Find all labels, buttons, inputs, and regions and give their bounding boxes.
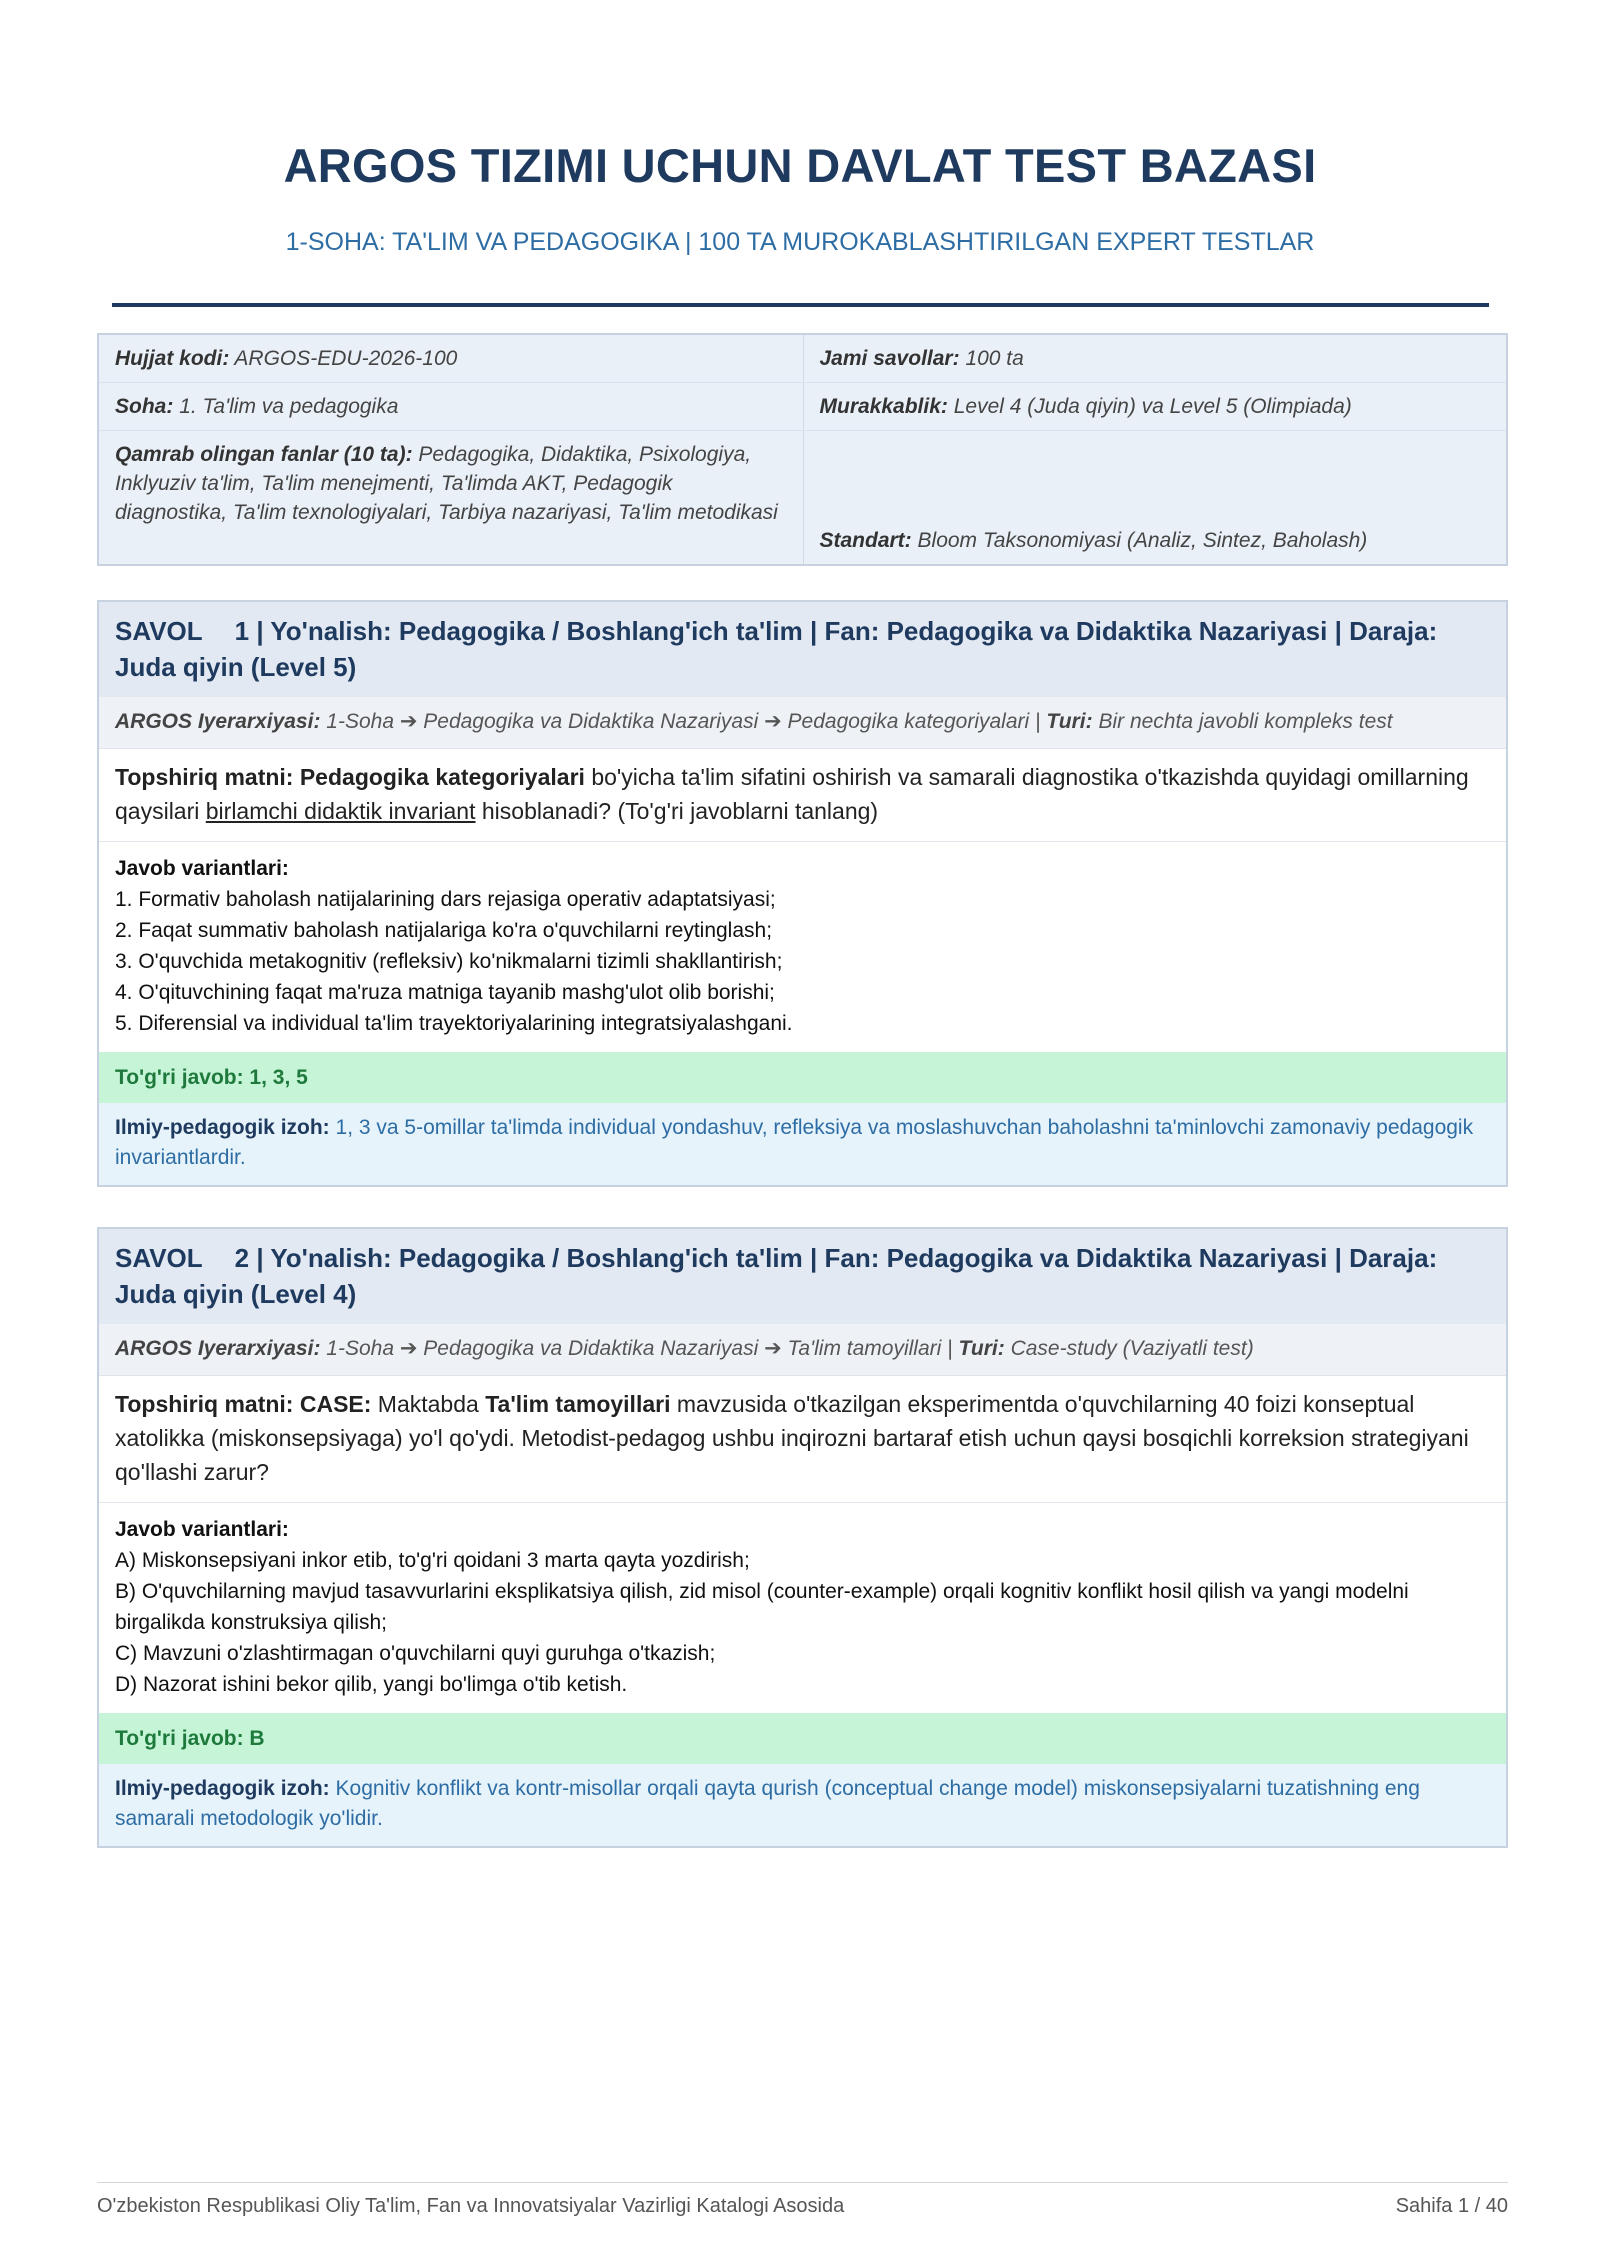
task-label: Topshiriq matni: xyxy=(115,764,294,790)
note-label: Ilmiy-pedagogik izoh: xyxy=(115,1116,330,1139)
meta-standard-label: Standart: xyxy=(819,529,912,552)
answer-options xyxy=(99,842,1506,1052)
hierarchy-label: ARGOS Iyerarxiyasi: xyxy=(115,710,321,733)
task-text: Maktabda xyxy=(377,1391,479,1417)
meta-row xyxy=(99,335,1506,383)
note-text: 1, 3 va 5-omillar ta'limda individual yondashuv, refleksiya va moslashuvchan baholashni ta'minlovchi zamonaviy pedagogik invariantlardir. xyxy=(115,1116,1474,1169)
meta-doc-code xyxy=(99,335,803,382)
answer-option: C) Mavzuni o'zlashtirmagan o'quvchilarni quyi guruhga o'tkazish; xyxy=(115,1642,716,1665)
title-divider xyxy=(112,303,1489,307)
question-heading xyxy=(99,1229,1506,1324)
document-title: ARGOS TIZIMI UCHUN DAVLAT TEST BAZASI xyxy=(283,139,1317,192)
type-value: Bir nechta javobli kompleks test xyxy=(1098,710,1393,733)
hierarchy-label: ARGOS Iyerarxiyasi: xyxy=(115,1337,321,1360)
question-task xyxy=(99,1376,1506,1503)
meta-total-value: 100 ta xyxy=(965,347,1024,370)
scientific-note xyxy=(99,1103,1506,1185)
question-heading xyxy=(99,602,1506,697)
question-card-1 xyxy=(97,600,1508,1187)
meta-total-label: Jami savollar: xyxy=(819,347,960,370)
meta-row xyxy=(99,431,1506,564)
answer-option: A) Miskonsepsiyani inkor etib, to'g'ri qoidani 3 marta qayta yozdirish; xyxy=(115,1549,750,1572)
footer-divider xyxy=(97,2182,1508,2183)
type-value: Case-study (Vaziyatli test) xyxy=(1010,1337,1254,1360)
task-highlight: Ta'lim tamoyillari xyxy=(485,1391,671,1417)
task-text: bo'yicha ta'lim sifatini oshirish va samarali diagnostika o'tkazishda quyidagi omillarning qaysilari xyxy=(115,764,1469,824)
task-label: Topshiriq matni: xyxy=(115,1391,294,1417)
question-hierarchy xyxy=(99,1324,1506,1376)
question-number: 1 xyxy=(234,616,250,646)
meta-difficulty-value: Level 4 (Juda qiyin) va Level 5 (Olimpiada) xyxy=(953,395,1352,418)
meta-standard xyxy=(803,431,1507,564)
task-text: mavzusida o'tkazilgan eksperimentda o'quvchilarning 40 foizi konseptual xatolikka (miskonsepsiyaga) yo'l qo'ydi. Metodist-pedagog ushbu inqirozni bartaraf etish uchun qaysi bosqichli korreksion strategiyani qo'llashi zarur? xyxy=(115,1391,1469,1485)
meta-difficulty-label: Murakkablik: xyxy=(819,395,948,418)
task-text: hisoblanadi? (To'g'ri javoblarni tanlang) xyxy=(481,798,879,824)
meta-field-value: 1. Ta'lim va pedagogika xyxy=(179,395,399,418)
type-label: Turi: xyxy=(958,1337,1005,1360)
meta-doc-code-label: Hujjat kodi: xyxy=(115,347,230,370)
answer-option: D) Nazorat ishini bekor qilib, yangi bo'limga o'tib ketish. xyxy=(115,1673,628,1696)
question-heading-text: | Yo'nalish: Pedagogika / Boshlang'ich ta'lim | Fan: Pedagogika va Didaktika Nazariyasi | Daraja: Juda qiyin (Level 5) xyxy=(115,616,1438,682)
meta-total xyxy=(803,335,1507,382)
meta-row xyxy=(99,383,1506,431)
task-highlight: Pedagogika kategoriyalari xyxy=(299,764,585,790)
page-number: Sahifa 1 / 40 xyxy=(1395,2195,1508,2217)
answers-label: Javob variantlari: xyxy=(115,1518,289,1541)
document-meta-table xyxy=(97,333,1508,566)
hierarchy-path: 1-Soha ➔ Pedagogika va Didaktika Nazariyasi ➔ Pedagogika kategoriyalari | xyxy=(326,710,1041,733)
answer-option: 2. Faqat summativ baholash natijalariga ko'ra o'quvchilarni reytinglash; xyxy=(115,919,773,942)
task-case-label: CASE: xyxy=(299,1391,372,1417)
question-task xyxy=(99,749,1506,842)
question-savol-label: SAVOL xyxy=(115,1243,203,1273)
hierarchy-path: 1-Soha ➔ Pedagogika va Didaktika Nazariyasi ➔ Ta'lim tamoyillari | xyxy=(326,1337,953,1360)
answers-label: Javob variantlari: xyxy=(115,857,289,880)
answer-options xyxy=(99,1503,1506,1713)
meta-subjects xyxy=(99,431,803,564)
meta-subjects-label: Qamrab olingan fanlar (10 ta): xyxy=(115,443,413,466)
meta-field xyxy=(99,383,803,430)
answer-option: 1. Formativ baholash natijalarining dars rejasiga operativ adaptatsiyasi; xyxy=(115,888,776,911)
answer-option: B) O'quvchilarning mavjud tasavvurlarini eksplikatsiya qilish, zid misol (counter-example) orqali kognitiv konflikt hosil qilish va yangi modelni birgalikda konstruksiya qilish; xyxy=(115,1580,1409,1634)
meta-standard-value: Bloom Taksonomiyasi (Analiz, Sintez, Baholash) xyxy=(917,529,1368,552)
question-heading-text: | Yo'nalish: Pedagogika / Boshlang'ich ta'lim | Fan: Pedagogika va Didaktika Nazariyasi | Daraja: Juda qiyin (Level 4) xyxy=(115,1243,1438,1309)
task-underlined-term: birlamchi didaktik invariant xyxy=(205,798,476,824)
type-label: Turi: xyxy=(1046,710,1093,733)
answer-option: 5. Diferensial va individual ta'lim trayektoriyalarining integratsiyalashgani. xyxy=(115,1012,793,1035)
meta-difficulty xyxy=(803,383,1507,430)
meta-field-label: Soha: xyxy=(115,395,174,418)
question-hierarchy xyxy=(99,697,1506,749)
question-card-2 xyxy=(97,1227,1508,1848)
correct-answer: To'g'ri javob: 1, 3, 5 xyxy=(99,1052,1506,1103)
note-label: Ilmiy-pedagogik izoh: xyxy=(115,1777,330,1800)
scientific-note xyxy=(99,1764,1506,1846)
note-text: Kognitiv konflikt va kontr-misollar orqali qayta qurish (conceptual change model) miskonsepsiyalarni tuzatishning eng samarali metodologik yo'lidir. xyxy=(115,1777,1420,1830)
correct-answer: To'g'ri javob: B xyxy=(99,1713,1506,1764)
meta-doc-code-value: ARGOS-EDU-2026-100 xyxy=(234,347,458,370)
question-savol-label: SAVOL xyxy=(115,616,203,646)
question-number: 2 xyxy=(234,1243,250,1273)
meta-subjects-value: Pedagogika, Didaktika, Psixologiya, Inklyuziv ta'lim, Ta'lim menejmenti, Ta'limda AKT, Pedagogik diagnostika, Ta'lim texnologiyalari, Tarbiya nazariyasi, Ta'lim metodikasi xyxy=(115,443,778,524)
meta-standard-text xyxy=(820,526,1368,555)
footer-source: O'zbekiston Respublikasi Oliy Ta'lim, Fan va Innovatsiyalar Vazirligi Katalogi Asosida xyxy=(97,2195,845,2217)
answer-option: 3. O'quvchida metakognitiv (refleksiv) ko'nikmalarni tizimli shakllantirish; xyxy=(115,950,783,973)
answer-option: 4. O'qituvchining faqat ma'ruza matniga tayanib mashg'ulot olib borishi; xyxy=(115,981,775,1004)
document-subtitle: 1-SOHA: TA'LIM VA PEDAGOGIKA | 100 TA MUROKABLASHTIRILGAN EXPERT TESTLAR xyxy=(285,228,1315,256)
